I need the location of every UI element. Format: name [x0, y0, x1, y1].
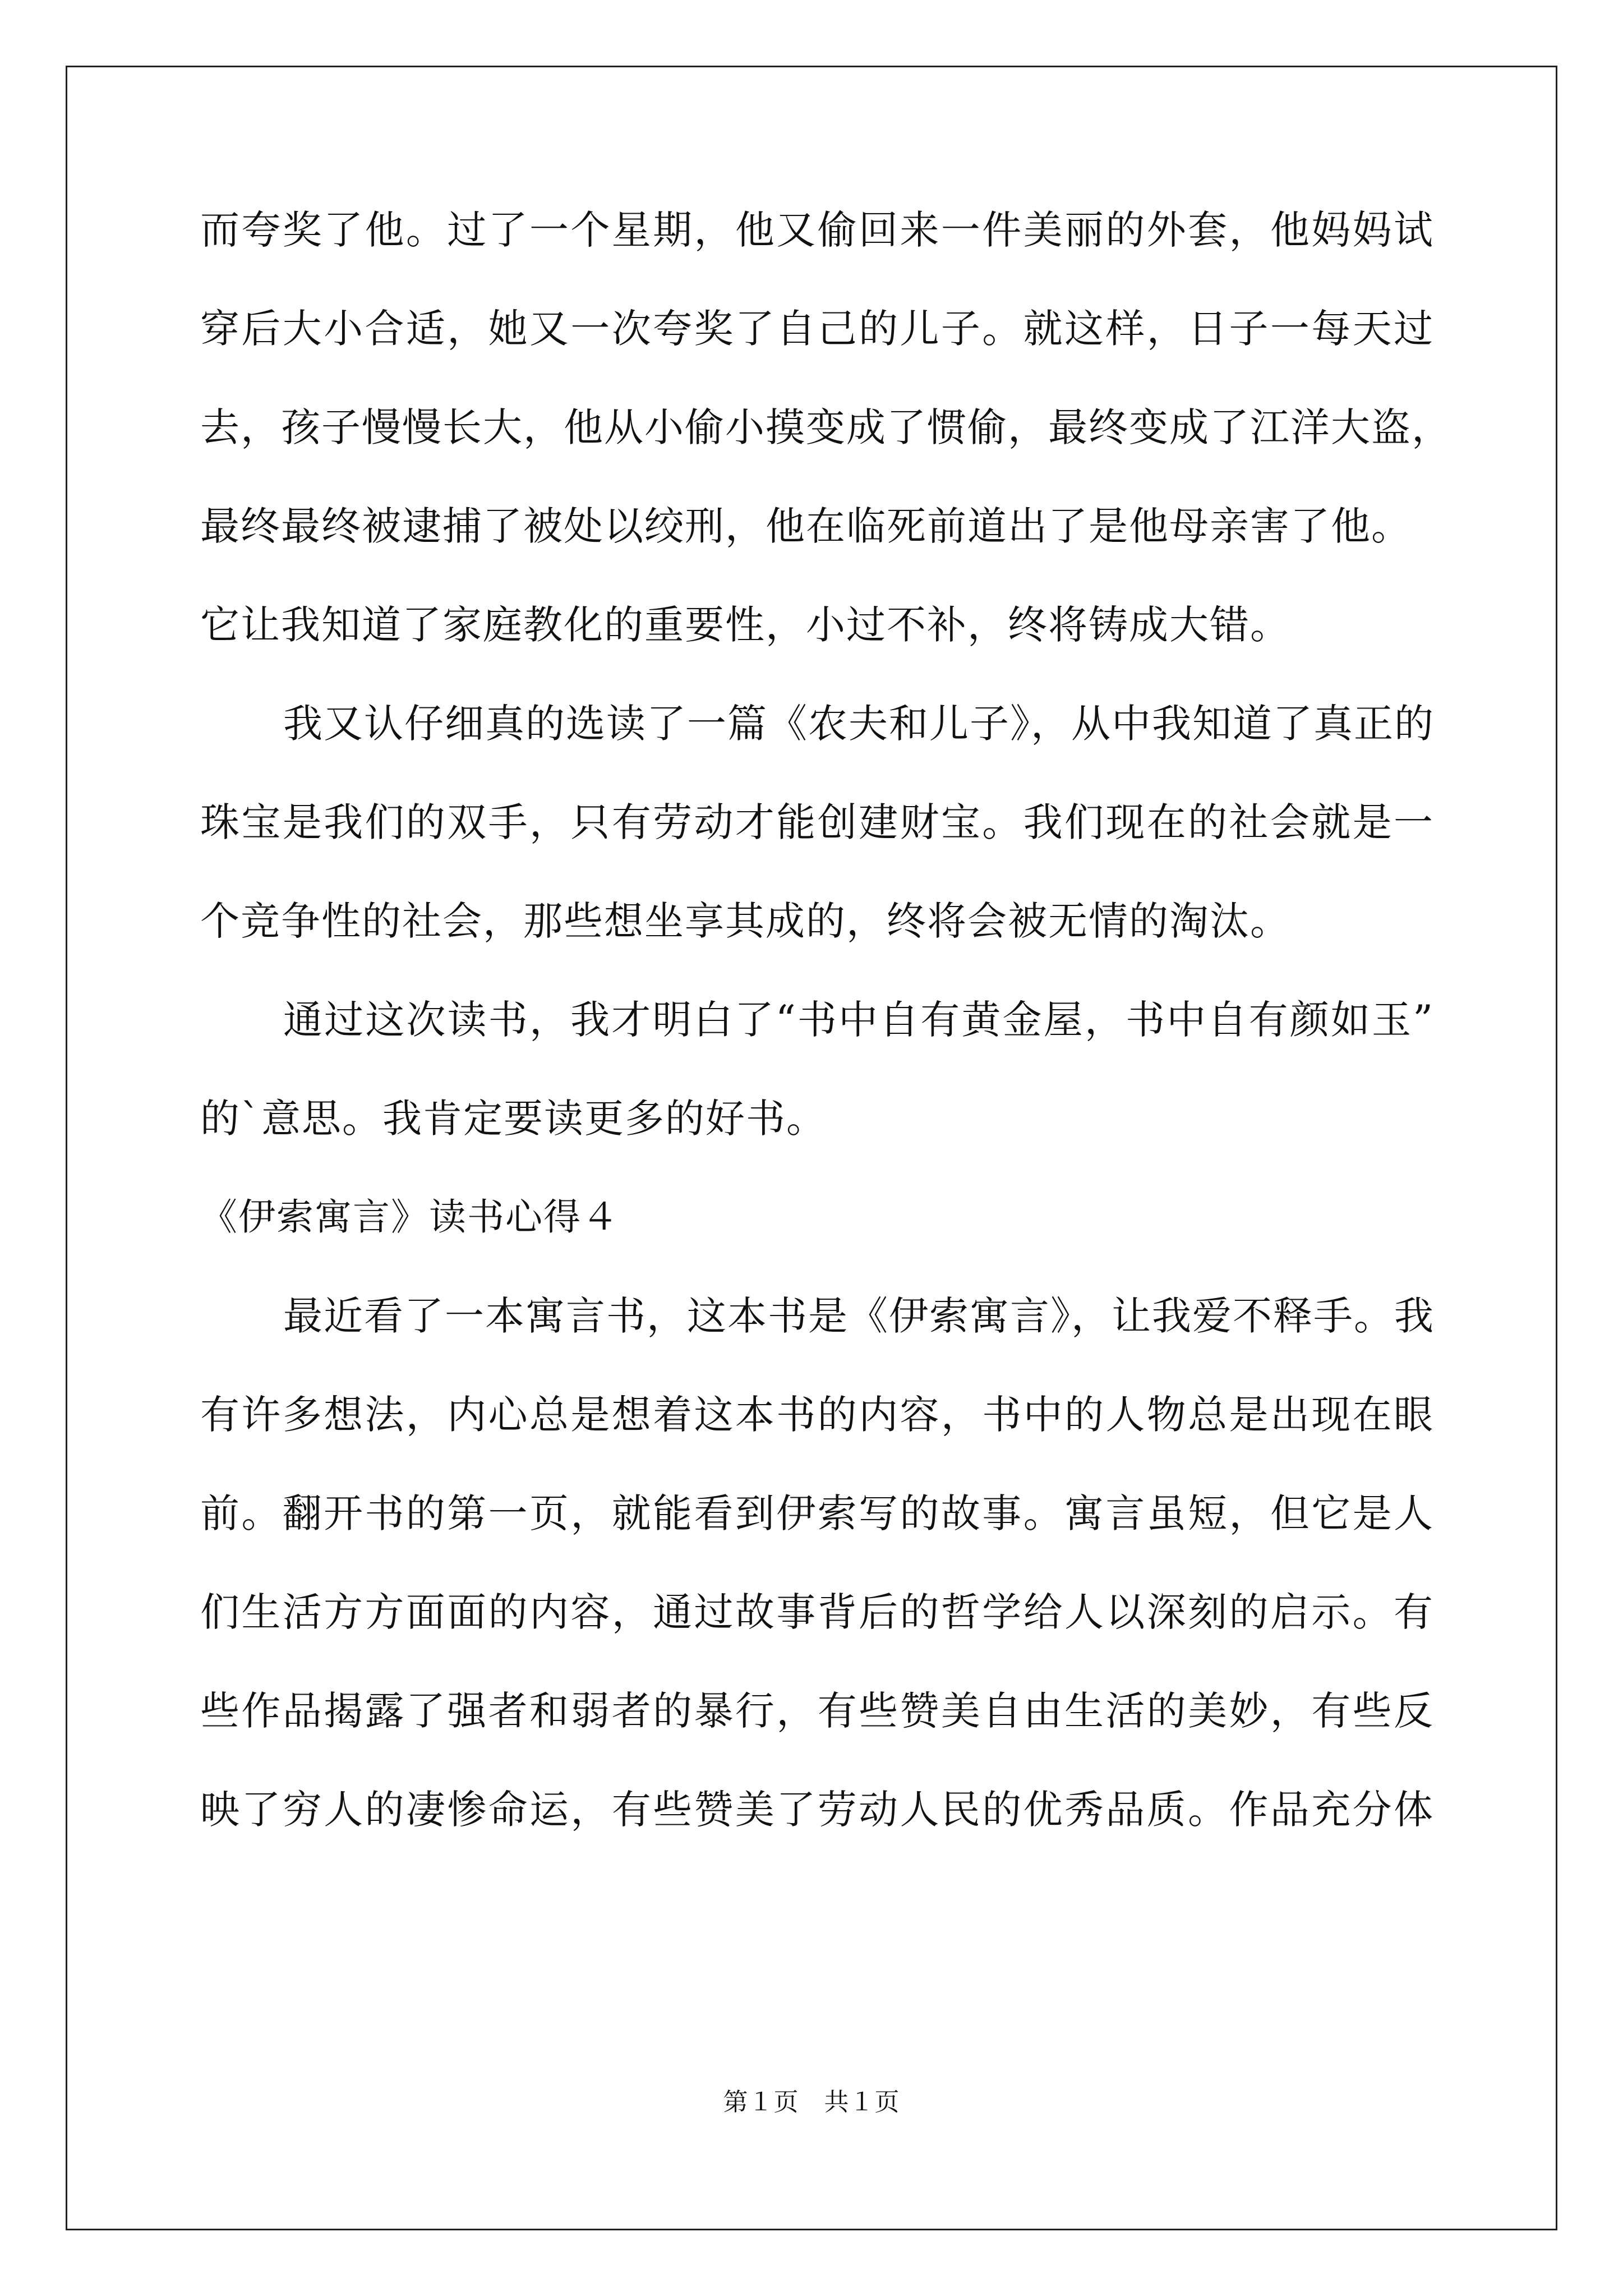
body-text-line: 些作品揭露了强者和弱者的暴行，有些赞美自由生活的美妙，有些反: [200, 1688, 1434, 1734]
body-text-line: 穿后大小合适，她又一次夸奖了自己的儿子。就这样，日子一每天过: [200, 306, 1434, 352]
body-text-line: 的`意思。我肯定要读更多的好书。: [200, 1096, 827, 1142]
body-text-line: 前。翻开书的第一页，就能看到伊索写的故事。寓言虽短，但它是人: [200, 1490, 1434, 1536]
body-text-line: 个竞争性的社会，那些想坐享其成的，终将会被无情的淘汰。: [200, 898, 1290, 944]
body-text-line: 而夸奖了他。过了一个星期，他又偷回来一件美丽的外套，他妈妈试: [200, 207, 1434, 253]
paragraph-first-line: 我又认仔细真的选读了一篇《农夫和儿子》，从中我知道了真正的: [283, 701, 1435, 747]
body-text-line: 们生活方方面面的内容，通过故事背后的哲学给人以深刻的启示。有: [200, 1589, 1434, 1635]
body-text-line: 珠宝是我们的双手，只有劳动才能创建财宝。我们现在的社会就是一: [200, 799, 1434, 845]
paragraph-first-line: 通过这次读书，我才明白了“书中自有黄金屋，书中自有颜如玉”: [283, 997, 1434, 1043]
page-footer: 第１页 共１页: [723, 2088, 900, 2116]
body-text-line: 有许多想法，内心总是想着这本书的内容，书中的人物总是出现在眼: [200, 1392, 1434, 1438]
page-border: [66, 66, 1557, 2230]
paragraph-first-line: 最近看了一本寓言书，这本书是《伊索寓言》，让我爱不释手。我: [283, 1293, 1435, 1339]
body-text-line: 它让我知道了家庭教化的重要性，小过不补，终将铸成大错。: [200, 602, 1290, 648]
body-text-line: 映了穷人的凄惨命运，有些赞美了劳动人民的优秀品质。作品充分体: [200, 1787, 1434, 1833]
body-text-line: 去，孩子慢慢长大，他从小偷小摸变成了惯偷，最终变成了江洋大盗，: [200, 404, 1452, 450]
section-heading: 《伊索寓言》读书心得４: [200, 1195, 620, 1239]
body-text-line: 最终最终被逮捕了被处以绞刑，他在临死前道出了是他母亲害了他。: [200, 503, 1412, 549]
